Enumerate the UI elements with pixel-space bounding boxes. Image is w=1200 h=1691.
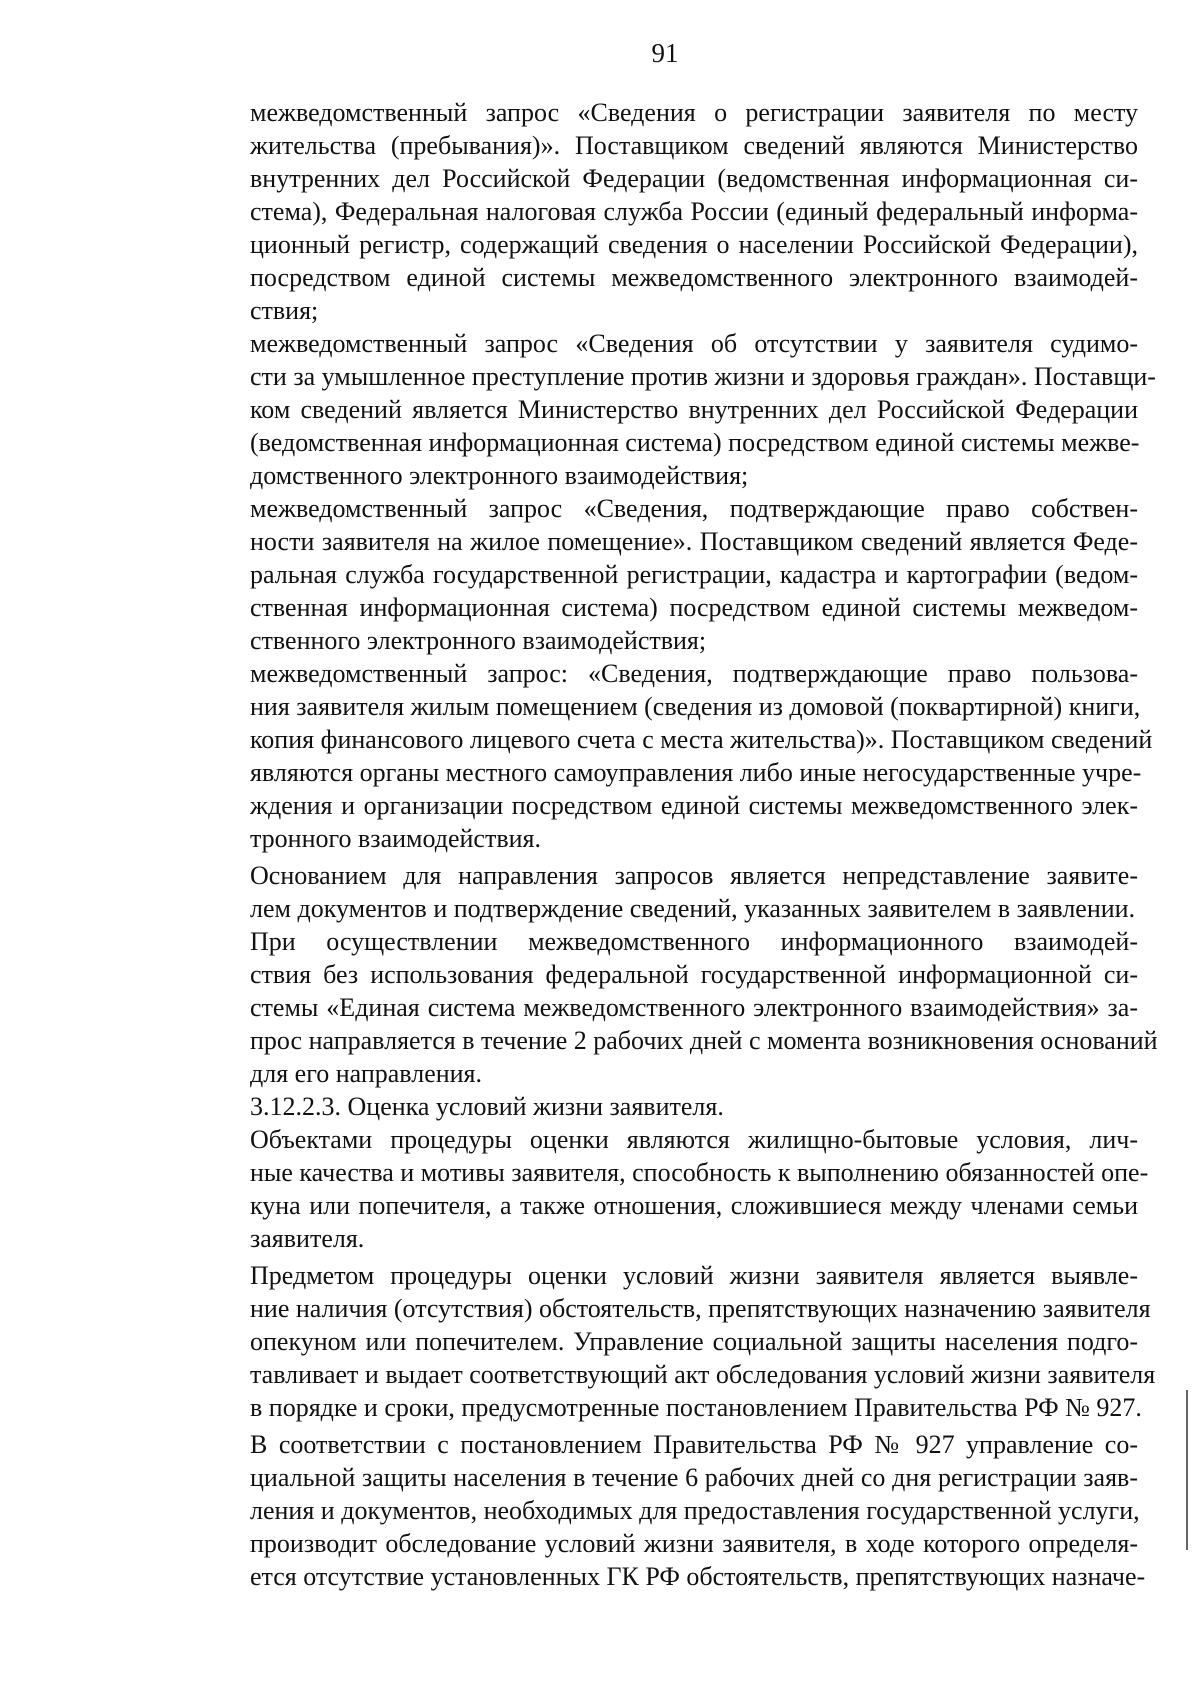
text-line: ные качества и мотивы заявителя, способность к выполнению обязанностей опе- <box>250 1158 1149 1187</box>
paragraph <box>180 657 1153 855</box>
text-line: ности заявителя на жилое помещение». Поставщиком сведений является Феде- <box>250 527 1138 556</box>
text-line: в порядке и сроки, предусмотренные постановлением Правительства РФ № 927. <box>250 1393 1142 1422</box>
section-heading <box>180 1090 1138 1123</box>
text-line: заявителя. <box>250 1224 365 1253</box>
text-line: стема), Федеральная налоговая служба России (единый федеральный информа- <box>250 197 1138 226</box>
text-line: внутренних дел Российской Федерации (ведомственная информационная си- <box>250 164 1138 193</box>
text-line: При осуществлении межведомственного информационного взаимодей- <box>250 927 1138 956</box>
text-line: являются органы местного самоуправления либо иные негосударственные учре- <box>250 758 1142 787</box>
page-number: 91 <box>651 38 679 68</box>
text-line: межведомственный запрос: «Сведения, подтверждающие право пользова- <box>250 659 1138 688</box>
text-line: прос направляется в течение 2 рабочих дней с момента возникновения оснований <box>250 1026 1158 1055</box>
text-line: куна или попечителя, а также отношения, сложившиеся между членами семьи <box>250 1191 1138 1220</box>
text-line: ется отсутствие установленных ГК РФ обстоятельств, препятствующих назначе- <box>250 1562 1146 1591</box>
text-line: ние наличия (отсутствия) обстоятельств, препятствующих назначению заявителя <box>250 1294 1151 1323</box>
text-line: ционный регистр, содержащий сведения о населении Российской Федерации), <box>250 230 1138 259</box>
text-line: межведомственный запрос «Сведения о регистрации заявителя по месту <box>250 98 1138 127</box>
text-line: опекуном или попечителем. Управление социальной защиты населения подго- <box>250 1327 1138 1356</box>
text-line: межведомственный запрос «Сведения об отсутствии у заявителя судимо- <box>250 329 1138 358</box>
text-line: жительства (пребывания)». Поставщиком сведений являются Министерство <box>250 131 1138 160</box>
text-line: сти за умышленное преступление против жизни и здоровья граждан». Поставщи- <box>250 362 1156 391</box>
text-line: ральная служба государственной регистрации, кадастра и картографии (ведом- <box>250 560 1138 589</box>
text-line: ния заявителя жилым помещением (сведения из домовой (поквартирной) книги, <box>250 692 1141 721</box>
text-line: ствия; <box>250 296 319 325</box>
text-line: для его направления. <box>250 1059 483 1088</box>
text-line: лем документов и подтверждение сведений, указанных заявителем в заявлении. <box>250 894 1136 923</box>
text-line: Основанием для направления запросов является непредставление заявите- <box>250 861 1138 890</box>
text-line: посредством единой системы межведомственного электронного взаимодей- <box>250 263 1138 292</box>
text-line: ственная информационная система) посредством единой системы межведом- <box>250 593 1138 622</box>
text-line: ствия без использования федеральной государственной информационной си- <box>250 960 1138 989</box>
paragraph <box>180 1123 1149 1255</box>
text-line: Предметом процедуры оценки условий жизни заявителя является выявле- <box>250 1261 1138 1290</box>
text-line: ления и документов, необходимых для предоставления государственной услуги, <box>250 1496 1140 1525</box>
text-line: ственного электронного взаимодействия; <box>250 626 707 655</box>
text-line: (ведомственная информационная система) посредством единой системы межве- <box>250 428 1140 457</box>
text-line: 3.12.2.3. Оценка условий жизни заявителя. <box>250 1092 724 1121</box>
document-body <box>180 96 1158 1593</box>
paragraph <box>180 96 1138 327</box>
text-line: тавливает и выдает соответствующий акт обследования условий жизни заявителя <box>250 1360 1156 1389</box>
text-line: ком сведений является Министерство внутренних дел Российской Федерации <box>250 395 1138 424</box>
text-line: стемы «Единая система межведомственного электронного взаимодействия» за- <box>250 993 1138 1022</box>
text-line: тронного взаимодействия. <box>250 824 541 853</box>
text-line: копия финансового лицевого счета с места жительства)». Поставщиком сведений <box>250 725 1153 754</box>
paragraph <box>180 859 1138 925</box>
text-line: межведомственный запрос «Сведения, подтверждающие право собствен- <box>250 494 1138 523</box>
text-line: В соответствии с постановлением Правительства РФ № 927 управление со- <box>250 1430 1138 1459</box>
paragraph <box>180 327 1156 492</box>
paragraph <box>180 925 1158 1090</box>
scan-edge-line <box>1186 1390 1188 1550</box>
paragraph <box>180 1259 1156 1424</box>
text-line: домственного электронного взаимодействия; <box>250 461 749 490</box>
paragraph <box>180 492 1138 657</box>
paragraph <box>180 1428 1146 1593</box>
text-line: ждения и организации посредством единой системы межведомственного элек- <box>250 791 1138 820</box>
text-line: производит обследование условий жизни заявителя, в ходе которого определя- <box>250 1529 1138 1558</box>
text-line: Объектами процедуры оценки являются жилищно-бытовые условия, лич- <box>250 1125 1138 1154</box>
text-line: циальной защиты населения в течение 6 рабочих дней со дня регистрации заяв- <box>250 1463 1138 1492</box>
